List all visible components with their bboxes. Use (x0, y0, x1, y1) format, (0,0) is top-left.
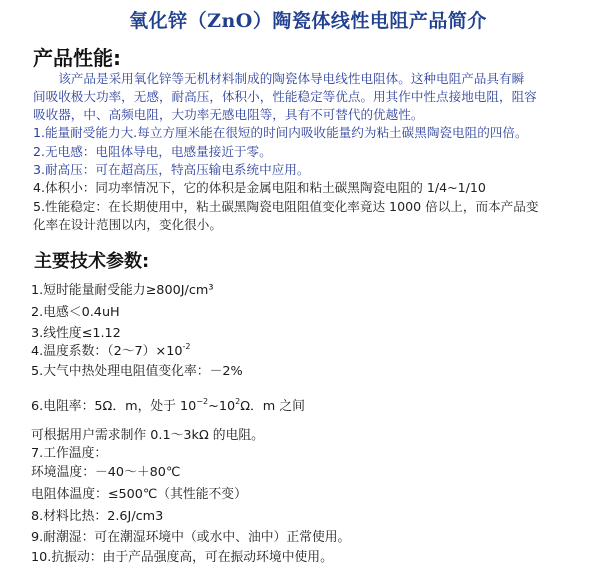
spec-resistivity-exponent-low: −2 (196, 397, 209, 406)
performance-line: 该产品是采用氧化锌等无机材料制成的陶瓷体导电线性电阻体。这种电阻产品具有瞬 (33, 71, 525, 86)
spec-body-temperature: 电阻体温度：≤500℃（其性能不变） (31, 487, 247, 502)
performance-line: 5.性能稳定：在长期使用中，粘土碳黑陶瓷电阻阻值变化率竟达 1000 倍以上，而本产品变 (33, 199, 539, 214)
performance-heading: 产品性能: (33, 46, 121, 70)
spec-resistivity (31, 397, 591, 417)
spec-energy: 1.短时能量耐受能力≥800J/cm³ (31, 283, 214, 298)
performance-line: 吸收器，中、高频电阻，大功率无感电阻等，具有不可替代的优越性。 (33, 107, 424, 122)
spec-inductance: 2.电感＜0.4uH (31, 305, 120, 320)
spec-temperature-coefficient-exponent: -2 (182, 342, 191, 351)
spec-resistivity-text: 6.电阻率：5Ω．m，处于 10 (31, 399, 197, 414)
performance-line: 1.能量耐受能力大.每立方厘米能在很短的时间内吸收能量约为粘土碳黑陶瓷电阻的四倍。 (33, 125, 528, 140)
spec-working-temperature: 7.工作温度： (31, 446, 108, 461)
document-title: 氧化锌（ZnO）陶瓷体线性电阻产品简介 (129, 10, 487, 32)
spec-moisture: 9.耐潮湿：可在潮湿环境中（或水中、油中）正常使用。 (31, 530, 351, 545)
performance-line: 3.耐高压：可在超高压，特高压输电系统中应用。 (33, 162, 310, 177)
performance-line: 化率在设计范围以内，变化很小。 (33, 217, 222, 232)
spec-ambient-temperature: 环境温度：－40～＋80℃ (31, 465, 181, 480)
spec-custom-range: 可根据用户需求制作 0.1～3kΩ 的电阻。 (31, 428, 264, 443)
spec-vibration: 10.抗振动：由于产品强度高，可在振动环境中使用。 (31, 550, 333, 565)
spec-specific-heat: 8.材料比热：2.6J/cm3 (31, 509, 164, 524)
performance-line: 间吸收极大功率，无感，耐高压，体积小，性能稳定等优点。用其作中性点接地电阻，阻容 (33, 89, 537, 104)
spec-temperature-coefficient (31, 342, 591, 362)
spec-resistivity-unit: Ω．m 之间 (240, 399, 305, 414)
spec-linearity: 3.线性度≤1.12 (31, 326, 121, 341)
spec-resistivity-mid: ~10 (208, 399, 236, 414)
specs-heading: 主要技术参数: (34, 251, 150, 272)
performance-line: 4.体积小：同功率情况下，它的体积是金属电阻和粘土碳黑陶瓷电阻的 1/4~1/10 (33, 180, 486, 195)
spec-heat-treatment: 5.大气中热处理电阻值变化率：－2% (31, 364, 243, 379)
performance-line: 2.无电感：电阻体导电，电感量接近于零。 (33, 144, 272, 159)
spec-temperature-coefficient-text: 4.温度系数：（2～7）×10 (31, 344, 183, 359)
spec-resistivity-exponent-high: 2 (235, 397, 241, 406)
